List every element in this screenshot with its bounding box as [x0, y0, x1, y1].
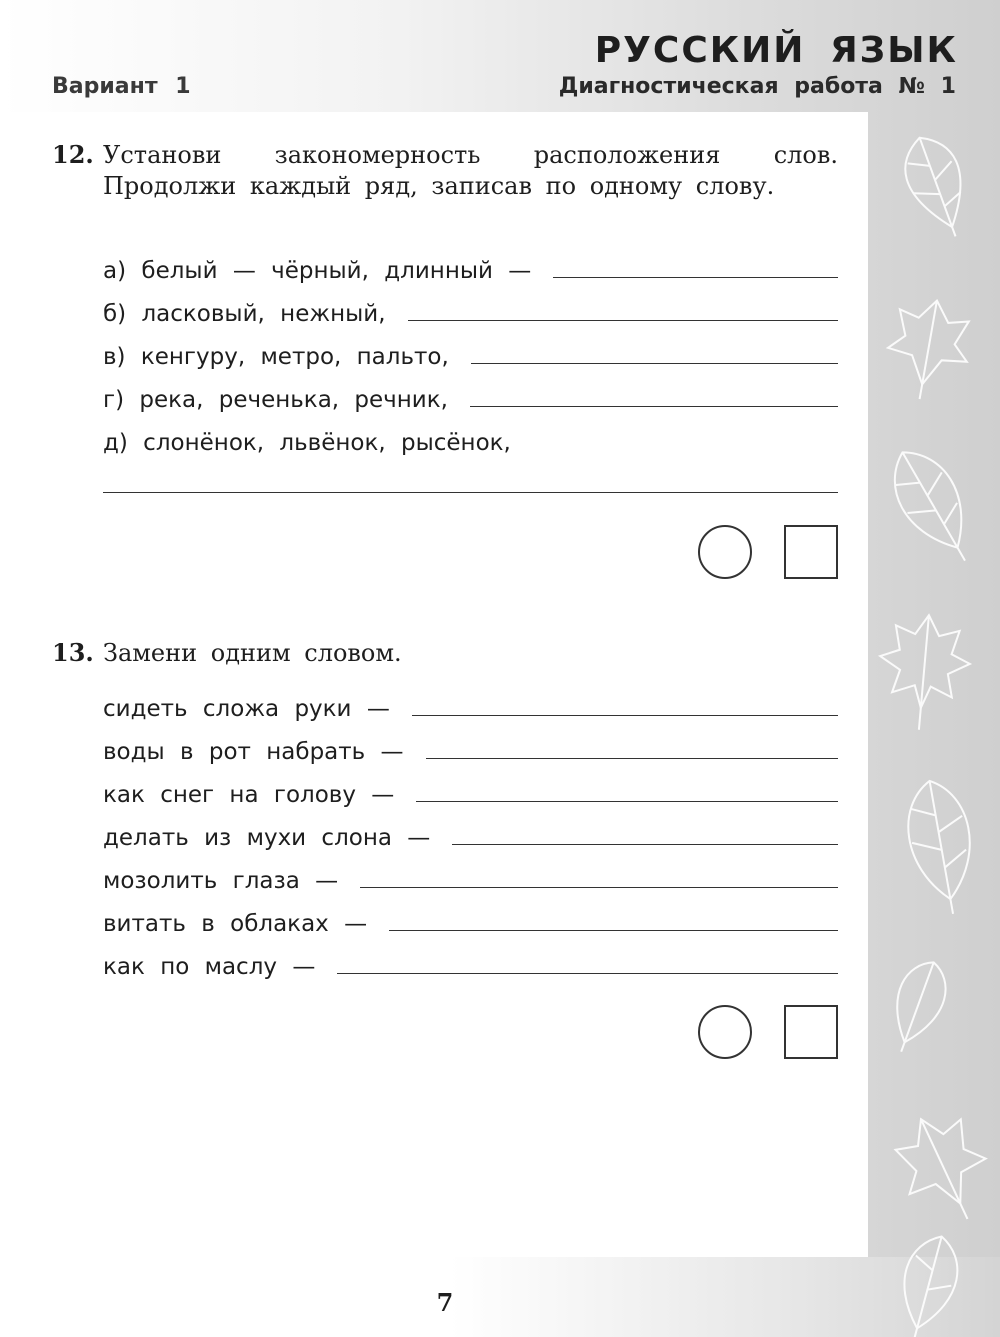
item-text: в) кенгуру, метро, пальто, [103, 344, 449, 370]
footer-background [0, 1257, 1000, 1337]
task-12-item-d [103, 379, 838, 413]
leaf-icon [880, 294, 976, 406]
leaf-icon [878, 438, 989, 574]
task-13-item [103, 817, 838, 851]
page-number: 7 [436, 1288, 454, 1317]
answer-line[interactable] [103, 492, 838, 493]
task-13-item [103, 946, 838, 980]
leaf-icon [890, 1230, 967, 1337]
answer-line[interactable] [553, 277, 838, 278]
leaf-icon [895, 129, 980, 246]
item-text: г) река, реченька, речник, [103, 387, 448, 413]
variant-label: Вариант 1 [52, 74, 191, 99]
score-square-icon[interactable] [784, 1005, 838, 1059]
task-13-item [103, 774, 838, 808]
item-text: б) ласковый, нежный, [103, 301, 386, 327]
answer-line[interactable] [416, 801, 838, 802]
subject-title: РУССКИЙ ЯЗЫК [594, 30, 958, 71]
leaf-icon [883, 1101, 1000, 1236]
task-13-item [103, 688, 838, 722]
answer-line[interactable] [408, 320, 838, 321]
score-circle-icon[interactable] [698, 1005, 752, 1059]
leaf-icon [874, 611, 974, 733]
leaf-icon [880, 955, 955, 1060]
score-circle-icon[interactable] [698, 525, 752, 579]
item-text: как по маслу — [103, 954, 316, 980]
answer-line[interactable] [412, 715, 838, 716]
leaf-icon [900, 776, 983, 919]
answer-line[interactable] [470, 406, 838, 407]
answer-line[interactable] [337, 973, 838, 974]
answer-line[interactable] [360, 887, 838, 888]
item-text: как снег на голову — [103, 782, 395, 808]
task-12-prompt: Установи закономерность расположения слов. Продолжи каждый ряд, записав по одному слову. [103, 141, 838, 200]
answer-line[interactable] [471, 363, 838, 364]
work-title: Диагностическая работа № 1 [558, 74, 956, 99]
task-12-item-a [103, 250, 838, 284]
leaf-decoration [860, 100, 1000, 1337]
task-13-prompt: Замени одним словом. [103, 639, 402, 667]
score-square-icon[interactable] [784, 525, 838, 579]
answer-line[interactable] [452, 844, 838, 845]
item-text: мозолить глаза — [103, 868, 339, 894]
item-text: сидеть сложа руки — [103, 696, 390, 722]
item-text: делать из мухи слона — [103, 825, 431, 851]
item-text: д) слонёнок, львёнок, рысёнок, [103, 430, 511, 456]
task-13-item [103, 731, 838, 765]
task-13-number: 13. [52, 638, 94, 667]
item-text: воды в рот набрать — [103, 739, 404, 765]
task-13-item [103, 903, 838, 937]
answer-line[interactable] [426, 758, 838, 759]
task-12-item-b [103, 293, 838, 327]
task-12-item-c [103, 336, 838, 370]
answer-line[interactable] [389, 930, 838, 931]
task-13-item [103, 860, 838, 894]
item-text: витать в облаках — [103, 911, 368, 937]
task-12-item-e [103, 422, 838, 456]
task-12-number: 12. [52, 140, 94, 169]
item-text: а) белый — чёрный, длинный — [103, 258, 532, 284]
